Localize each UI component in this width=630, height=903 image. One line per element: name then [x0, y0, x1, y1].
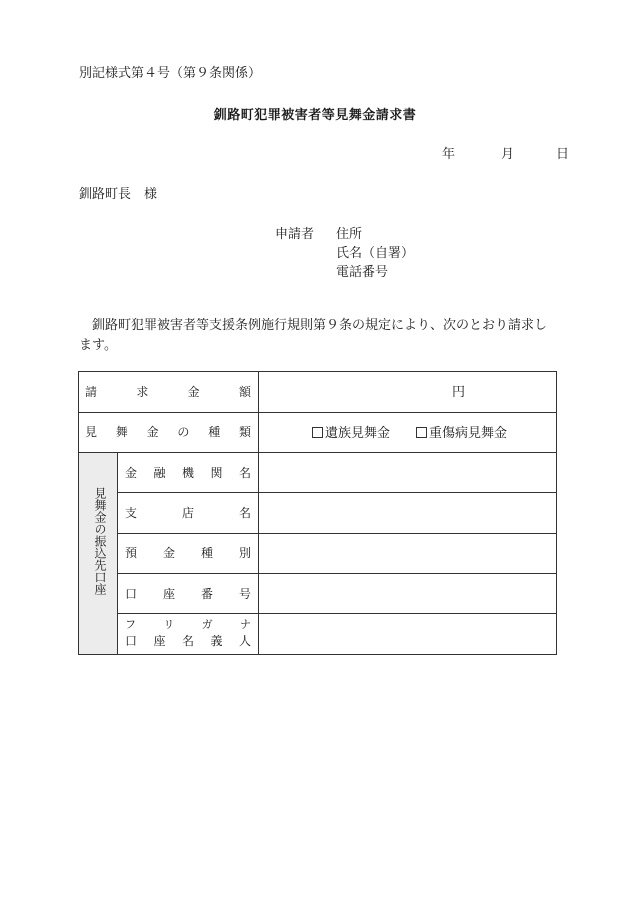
furigana-label: フ リ ガ ナ — [125, 618, 251, 631]
date-month-label: 月 — [501, 147, 515, 162]
date-day-label: 日 — [556, 147, 570, 162]
branch-label: 支 店 名 — [125, 506, 251, 520]
body-text: 釧路町犯罪被害者等支援条例施行規則第９条の規定により、次のとおり請求します。 — [79, 318, 548, 353]
account-number-label: 口 座 番 号 — [125, 587, 251, 601]
bereaved-option[interactable]: 遺族見舞金 — [312, 426, 390, 442]
applicant-phone-label: 電話番号 — [336, 265, 389, 280]
column-divider — [258, 371, 259, 655]
deposit-type-field[interactable] — [260, 535, 556, 572]
account-number-field[interactable] — [260, 575, 556, 612]
applicant-address-label: 住所 — [336, 227, 363, 242]
payment-type-label: 見 舞 金 の 種 類 — [85, 425, 251, 439]
account-section-label: 見舞金の振込先口座 — [93, 487, 107, 595]
row-divider — [78, 412, 557, 413]
claim-amount-field[interactable] — [452, 385, 465, 401]
deposit-type-label: 預 金 種 別 — [125, 546, 251, 560]
row-divider — [117, 533, 557, 534]
row-divider — [117, 613, 557, 614]
row-divider — [78, 452, 557, 453]
row-divider — [117, 573, 557, 574]
account-holder-label: 口 座 名 義 人 — [125, 634, 251, 648]
applicant-label: 申請者 — [275, 227, 315, 242]
row-divider — [117, 492, 557, 493]
column-divider — [117, 452, 118, 655]
applicant-name-label: 氏名（自署） — [336, 246, 415, 261]
bank-name-label: 金 融 機 関 名 — [125, 466, 251, 480]
date-year-label: 年 — [442, 147, 456, 162]
account-holder-field[interactable] — [260, 615, 556, 654]
claim-amount-label: 請 求 金 額 — [85, 385, 251, 399]
serious-injury-option[interactable]: 重傷病見舞金 — [416, 426, 507, 442]
form-number: 別記様式第４号（第９条関係） — [79, 66, 262, 81]
addressee: 釧路町長 様 — [79, 187, 158, 202]
checkbox[interactable] — [312, 427, 323, 438]
bank-name-field[interactable] — [260, 454, 556, 491]
branch-field[interactable] — [260, 494, 556, 532]
yen-unit: 円 — [452, 385, 466, 400]
checkbox[interactable] — [416, 427, 427, 438]
document-title: 釧路町犯罪被害者等見舞金請求書 — [213, 108, 417, 123]
